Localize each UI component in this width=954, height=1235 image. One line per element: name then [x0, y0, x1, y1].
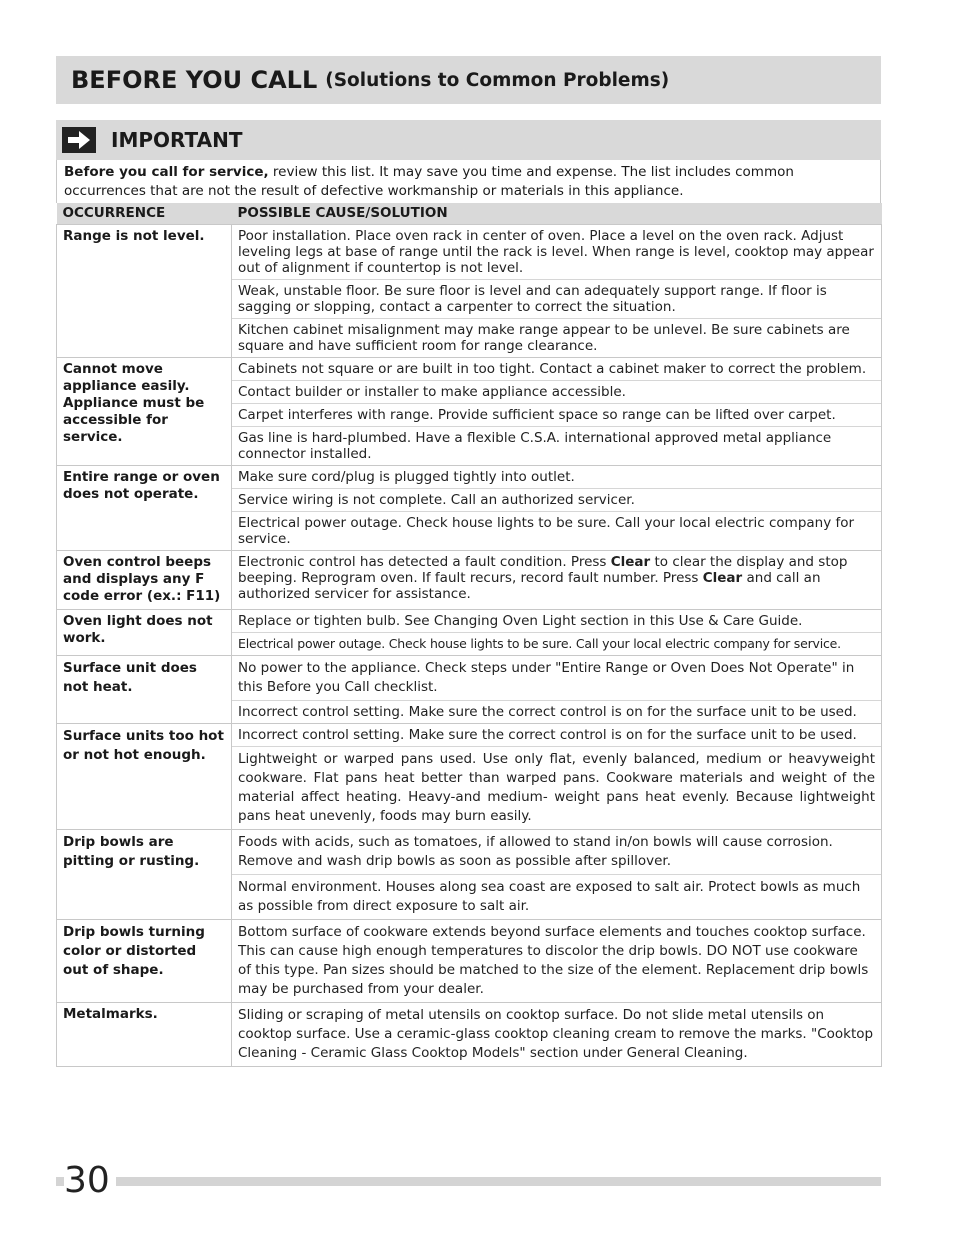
footer-rule: [56, 1177, 881, 1186]
intro-lead: Before you call for service,: [64, 164, 269, 180]
page-title: BEFORE YOU CALL: [71, 66, 318, 94]
occurrence-cell: Entire range or oven does not operate.: [57, 466, 232, 551]
solution-item: Cabinets not square or are built in too tight. Contact a cabinet maker to correct the problem.: [238, 361, 867, 377]
solution-item: No power to the appliance. Check steps under "Entire Range or Oven Does Not Operate" in this Before you Call checklist.: [238, 660, 855, 695]
solution-cell: [232, 358, 882, 466]
solution-item: Poor installation. Place oven rack in center of oven. Place a level on the oven rack. Adjust leveling legs at base of range until the rack is level. When range is level, cooktop may appear out of alignment if countertop is not level.: [238, 228, 874, 276]
solution-text: and call an authorized servicer for assistance.: [238, 570, 821, 602]
column-header-occurrence: OCCURRENCE: [57, 203, 232, 225]
clear-key-label: Clear: [702, 570, 743, 586]
solution-item: Lightweight or warped pans used. Use only flat, evenly balanced, medium or heavyweight cookware. Flat pans heat better than warped pans. Cookware materials and weight of the material affect heating. Heavy-and medium- weight pans heat evenly. Because lightweight pans heat unevenly, foods may burn easily.: [232, 746, 881, 829]
solution-cell: [232, 1003, 882, 1067]
solution-cell: [232, 724, 882, 830]
intro-text: review this list. It may save you time and expense. The list includes common occurrences that are not the result of defective workmanship or materials in this appliance.: [64, 164, 794, 199]
page-subtitle: (Solutions to Common Problems): [325, 69, 670, 91]
table-row: [57, 1003, 882, 1067]
occurrence-cell: Range is not level.: [57, 225, 232, 358]
table-row: [57, 610, 882, 656]
solution-item: Make sure cord/plug is plugged tightly into outlet.: [238, 469, 575, 485]
occurrence-cell: Cannot move appliance easily. Appliance must be accessible for service.: [57, 358, 232, 466]
solution-item: [232, 551, 881, 605]
occurrence-cell: Surface units too hot or not hot enough.: [57, 724, 232, 830]
table-row: [57, 358, 882, 466]
solution-text: to clear the display and stop beeping. Reprogram oven. If fault recurs, record fault number. Press: [238, 554, 848, 586]
solution-item: Incorrect control setting. Make sure the correct control is on for the surface unit to be used.: [232, 700, 881, 723]
solution-item: Replace or tighten bulb. See Changing Oven Light section in this Use & Care Guide.: [238, 613, 803, 629]
table-header-row: [57, 203, 882, 225]
solution-item: Foods with acids, such as tomatoes, if allowed to stand in/on bowls will cause corrosion. Remove and wash drip bowls as soon as possible after spillover.: [238, 834, 833, 869]
intro-paragraph: [56, 160, 881, 203]
solution-cell: [232, 830, 882, 920]
occurrence-cell: Surface unit does not heat.: [57, 656, 232, 724]
important-banner: [56, 120, 881, 160]
solution-item: Gas line is hard-plumbed. Have a flexible C.S.A. international approved metal appliance connector installed.: [232, 426, 881, 465]
table-row: [57, 830, 882, 920]
occurrence-cell: Drip bowls are pitting or rusting.: [57, 830, 232, 920]
solution-cell: [232, 610, 882, 656]
solution-item: Sliding or scraping of metal utensils on cooktop surface. Do not slide metal utensils on cooktop surface. Use a ceramic-glass cooktop cleaning cream to remove the marks. "Cooktop Cleaning - Ceramic Glass Cooktop Models" section under General Cleaning.: [238, 1007, 874, 1061]
solution-item: Normal environment. Houses along sea coast are exposed to salt air. Protect bowls as much as possible from direct exposure to salt air.: [232, 874, 881, 919]
solution-cell: [232, 225, 882, 358]
table-row: [57, 656, 882, 724]
solution-item: Kitchen cabinet misalignment may make range appear to be unlevel. Be sure cabinets are square and have sufficient room for range clearance.: [232, 318, 881, 357]
solution-cell: [232, 466, 882, 551]
table-row: [57, 551, 882, 610]
solution-cell: [232, 656, 882, 724]
occurrence-cell: Drip bowls turning color or distorted out of shape.: [57, 920, 232, 1003]
occurrence-cell: Metalmarks.: [57, 1003, 232, 1067]
solution-item: Weak, unstable floor. Be sure floor is level and can adequately support range. If floor is sagging or slopping, contact a carpenter to correct the situation.: [232, 279, 881, 318]
solution-text: Electronic control has detected a fault condition. Press: [238, 554, 611, 570]
troubleshooting-table: [56, 203, 882, 1067]
important-heading: IMPORTANT: [111, 128, 243, 152]
arrow-right-icon: [62, 127, 96, 153]
page-number: 30: [64, 1160, 116, 1201]
occurrence-cell: Oven light does not work.: [57, 610, 232, 656]
page-title-bar: [56, 56, 881, 104]
table-row: [57, 225, 882, 358]
table-row: [57, 466, 882, 551]
solution-item: Bottom surface of cookware extends beyond surface elements and touches cooktop surface. This can cause high enough temperatures to discolor the drip bowls. DO NOT use cookware of this type. Pan sizes should be matched to the size of the element. Replacement drip bowls may be purchased from your dealer.: [238, 924, 869, 997]
solution-cell: [232, 551, 882, 610]
solution-cell: [232, 920, 882, 1003]
occurrence-cell: Oven control beeps and displays any F code error (ex.: F11): [57, 551, 232, 610]
solution-item: Electrical power outage. Check house lights to be sure. Call your local electric company for service.: [232, 632, 881, 655]
solution-item: Carpet interferes with range. Provide sufficient space so range can be lifted over carpet.: [232, 403, 881, 426]
solution-item: Service wiring is not complete. Call an authorized servicer.: [232, 488, 881, 511]
table-row: [57, 920, 882, 1003]
solution-item: Contact builder or installer to make appliance accessible.: [232, 380, 881, 403]
solution-item: Electrical power outage. Check house lights to be sure. Call your local electric company for service.: [232, 511, 881, 550]
table-row: [57, 724, 882, 830]
clear-key-label: Clear: [610, 554, 651, 570]
solution-item: Incorrect control setting. Make sure the correct control is on for the surface unit to be used.: [238, 727, 857, 743]
column-header-solution: POSSIBLE CAUSE/SOLUTION: [232, 203, 882, 225]
